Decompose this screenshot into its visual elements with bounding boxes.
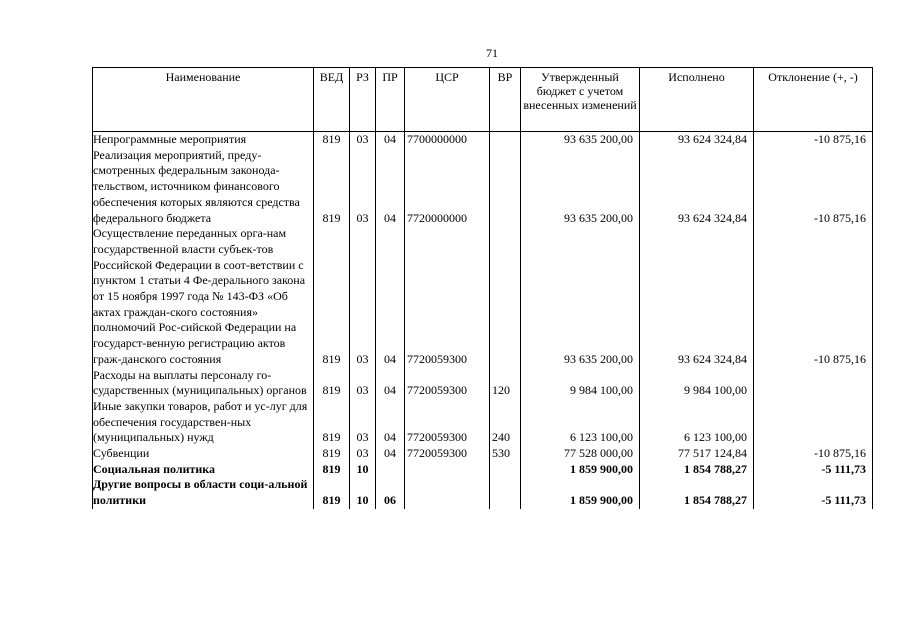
cell-rz: 03 [350, 132, 376, 148]
table-row [93, 446, 873, 462]
cell-executed: 93 624 324,84 [640, 148, 754, 227]
cell-approved: 1 859 900,00 [521, 462, 640, 478]
table-row [93, 368, 873, 399]
table-row [93, 462, 873, 478]
header-executed: Исполнено [640, 68, 754, 132]
cell-executed: 1 854 788,27 [640, 462, 754, 478]
header-deviation: Отклонение (+, -) [754, 68, 873, 132]
cell-pr: 04 [376, 446, 405, 462]
cell-ved: 819 [314, 446, 350, 462]
cell-executed: 6 123 100,00 [640, 399, 754, 446]
cell-rz: 03 [350, 226, 376, 367]
cell-name: Осуществление переданных орга-нам государственной власти субъек-тов Российской Федерации в соот-ветствии с пунктом 1 статьи 4 Фе-дерального закона от 15 ноября 1997 года № 143-ФЗ «Об актах граждан-ского состояния» полномочий Рос-сийской Федерации на государст-венную регистрацию актов граж-данского состояния [93, 226, 314, 367]
cell-rz: 10 [350, 462, 376, 478]
cell-rz: 10 [350, 477, 376, 508]
cell-name: Иные закупки товаров, работ и ус-луг для обеспечения государствен-ных (муниципальных) нужд [93, 399, 314, 446]
cell-csr: 7700000000 [405, 132, 490, 148]
cell-deviation [754, 368, 873, 399]
cell-executed: 77 517 124,84 [640, 446, 754, 462]
cell-ved: 819 [314, 462, 350, 478]
cell-name: Другие вопросы в области соци-альной политики [93, 477, 314, 508]
table-row [93, 477, 873, 508]
cell-pr: 04 [376, 399, 405, 446]
table-row [93, 399, 873, 446]
header-approved: Утвержденный бюджет с учетом внесенных изменений [521, 68, 640, 132]
cell-ved: 819 [314, 226, 350, 367]
cell-name: Расходы на выплаты персоналу го-сударственных (муниципальных) органов [93, 368, 314, 399]
cell-csr: 7720059300 [405, 399, 490, 446]
table-row [93, 226, 873, 367]
cell-approved: 77 528 000,00 [521, 446, 640, 462]
cell-rz: 03 [350, 399, 376, 446]
cell-ved: 819 [314, 132, 350, 148]
cell-rz: 03 [350, 446, 376, 462]
cell-approved: 93 635 200,00 [521, 132, 640, 148]
cell-csr: 7720059300 [405, 446, 490, 462]
header-ved: ВЕД [314, 68, 350, 132]
cell-csr [405, 477, 490, 508]
page-number: 71 [486, 46, 498, 60]
cell-executed: 9 984 100,00 [640, 368, 754, 399]
table-row [93, 148, 873, 227]
cell-pr: 04 [376, 148, 405, 227]
cell-csr: 7720059300 [405, 368, 490, 399]
cell-vr [490, 132, 521, 148]
cell-vr: 120 [490, 368, 521, 399]
cell-deviation: -10 875,16 [754, 226, 873, 367]
cell-deviation: -5 111,73 [754, 477, 873, 508]
cell-name: Непрограммные мероприятия [93, 132, 314, 148]
cell-vr [490, 148, 521, 227]
cell-ved: 819 [314, 477, 350, 508]
cell-vr [490, 462, 521, 478]
cell-deviation [754, 399, 873, 446]
cell-csr [405, 462, 490, 478]
cell-ved: 819 [314, 148, 350, 227]
cell-approved: 1 859 900,00 [521, 477, 640, 508]
cell-approved: 93 635 200,00 [521, 148, 640, 227]
cell-approved: 9 984 100,00 [521, 368, 640, 399]
cell-executed: 93 624 324,84 [640, 132, 754, 148]
cell-vr: 530 [490, 446, 521, 462]
cell-vr [490, 477, 521, 508]
cell-deviation: -5 111,73 [754, 462, 873, 478]
cell-name: Реализация мероприятий, преду-смотренных федеральным законода-тельством, источником финансового обеспечения которых являются средства федерального бюджета [93, 148, 314, 227]
cell-csr: 7720000000 [405, 148, 490, 227]
header-rz: РЗ [350, 68, 376, 132]
table-row [93, 132, 873, 148]
cell-name: Субвенции [93, 446, 314, 462]
cell-pr: 04 [376, 132, 405, 148]
cell-ved: 819 [314, 368, 350, 399]
header-name: Наименование [93, 68, 314, 132]
header-pr: ПР [376, 68, 405, 132]
cell-pr: 04 [376, 226, 405, 367]
cell-name: Социальная политика [93, 462, 314, 478]
cell-approved: 6 123 100,00 [521, 399, 640, 446]
cell-vr [490, 226, 521, 367]
cell-deviation: -10 875,16 [754, 132, 873, 148]
cell-rz: 03 [350, 148, 376, 227]
budget-table [92, 67, 873, 509]
cell-deviation: -10 875,16 [754, 148, 873, 227]
cell-executed: 93 624 324,84 [640, 226, 754, 367]
cell-vr: 240 [490, 399, 521, 446]
header-vr: ВР [490, 68, 521, 132]
cell-rz: 03 [350, 368, 376, 399]
cell-deviation: -10 875,16 [754, 446, 873, 462]
cell-ved: 819 [314, 399, 350, 446]
header-csr: ЦСР [405, 68, 490, 132]
cell-pr: 04 [376, 368, 405, 399]
header-row [93, 68, 873, 132]
cell-csr: 7720059300 [405, 226, 490, 367]
cell-approved: 93 635 200,00 [521, 226, 640, 367]
cell-pr: 06 [376, 477, 405, 508]
table-body [93, 132, 873, 509]
cell-pr [376, 462, 405, 478]
cell-executed: 1 854 788,27 [640, 477, 754, 508]
